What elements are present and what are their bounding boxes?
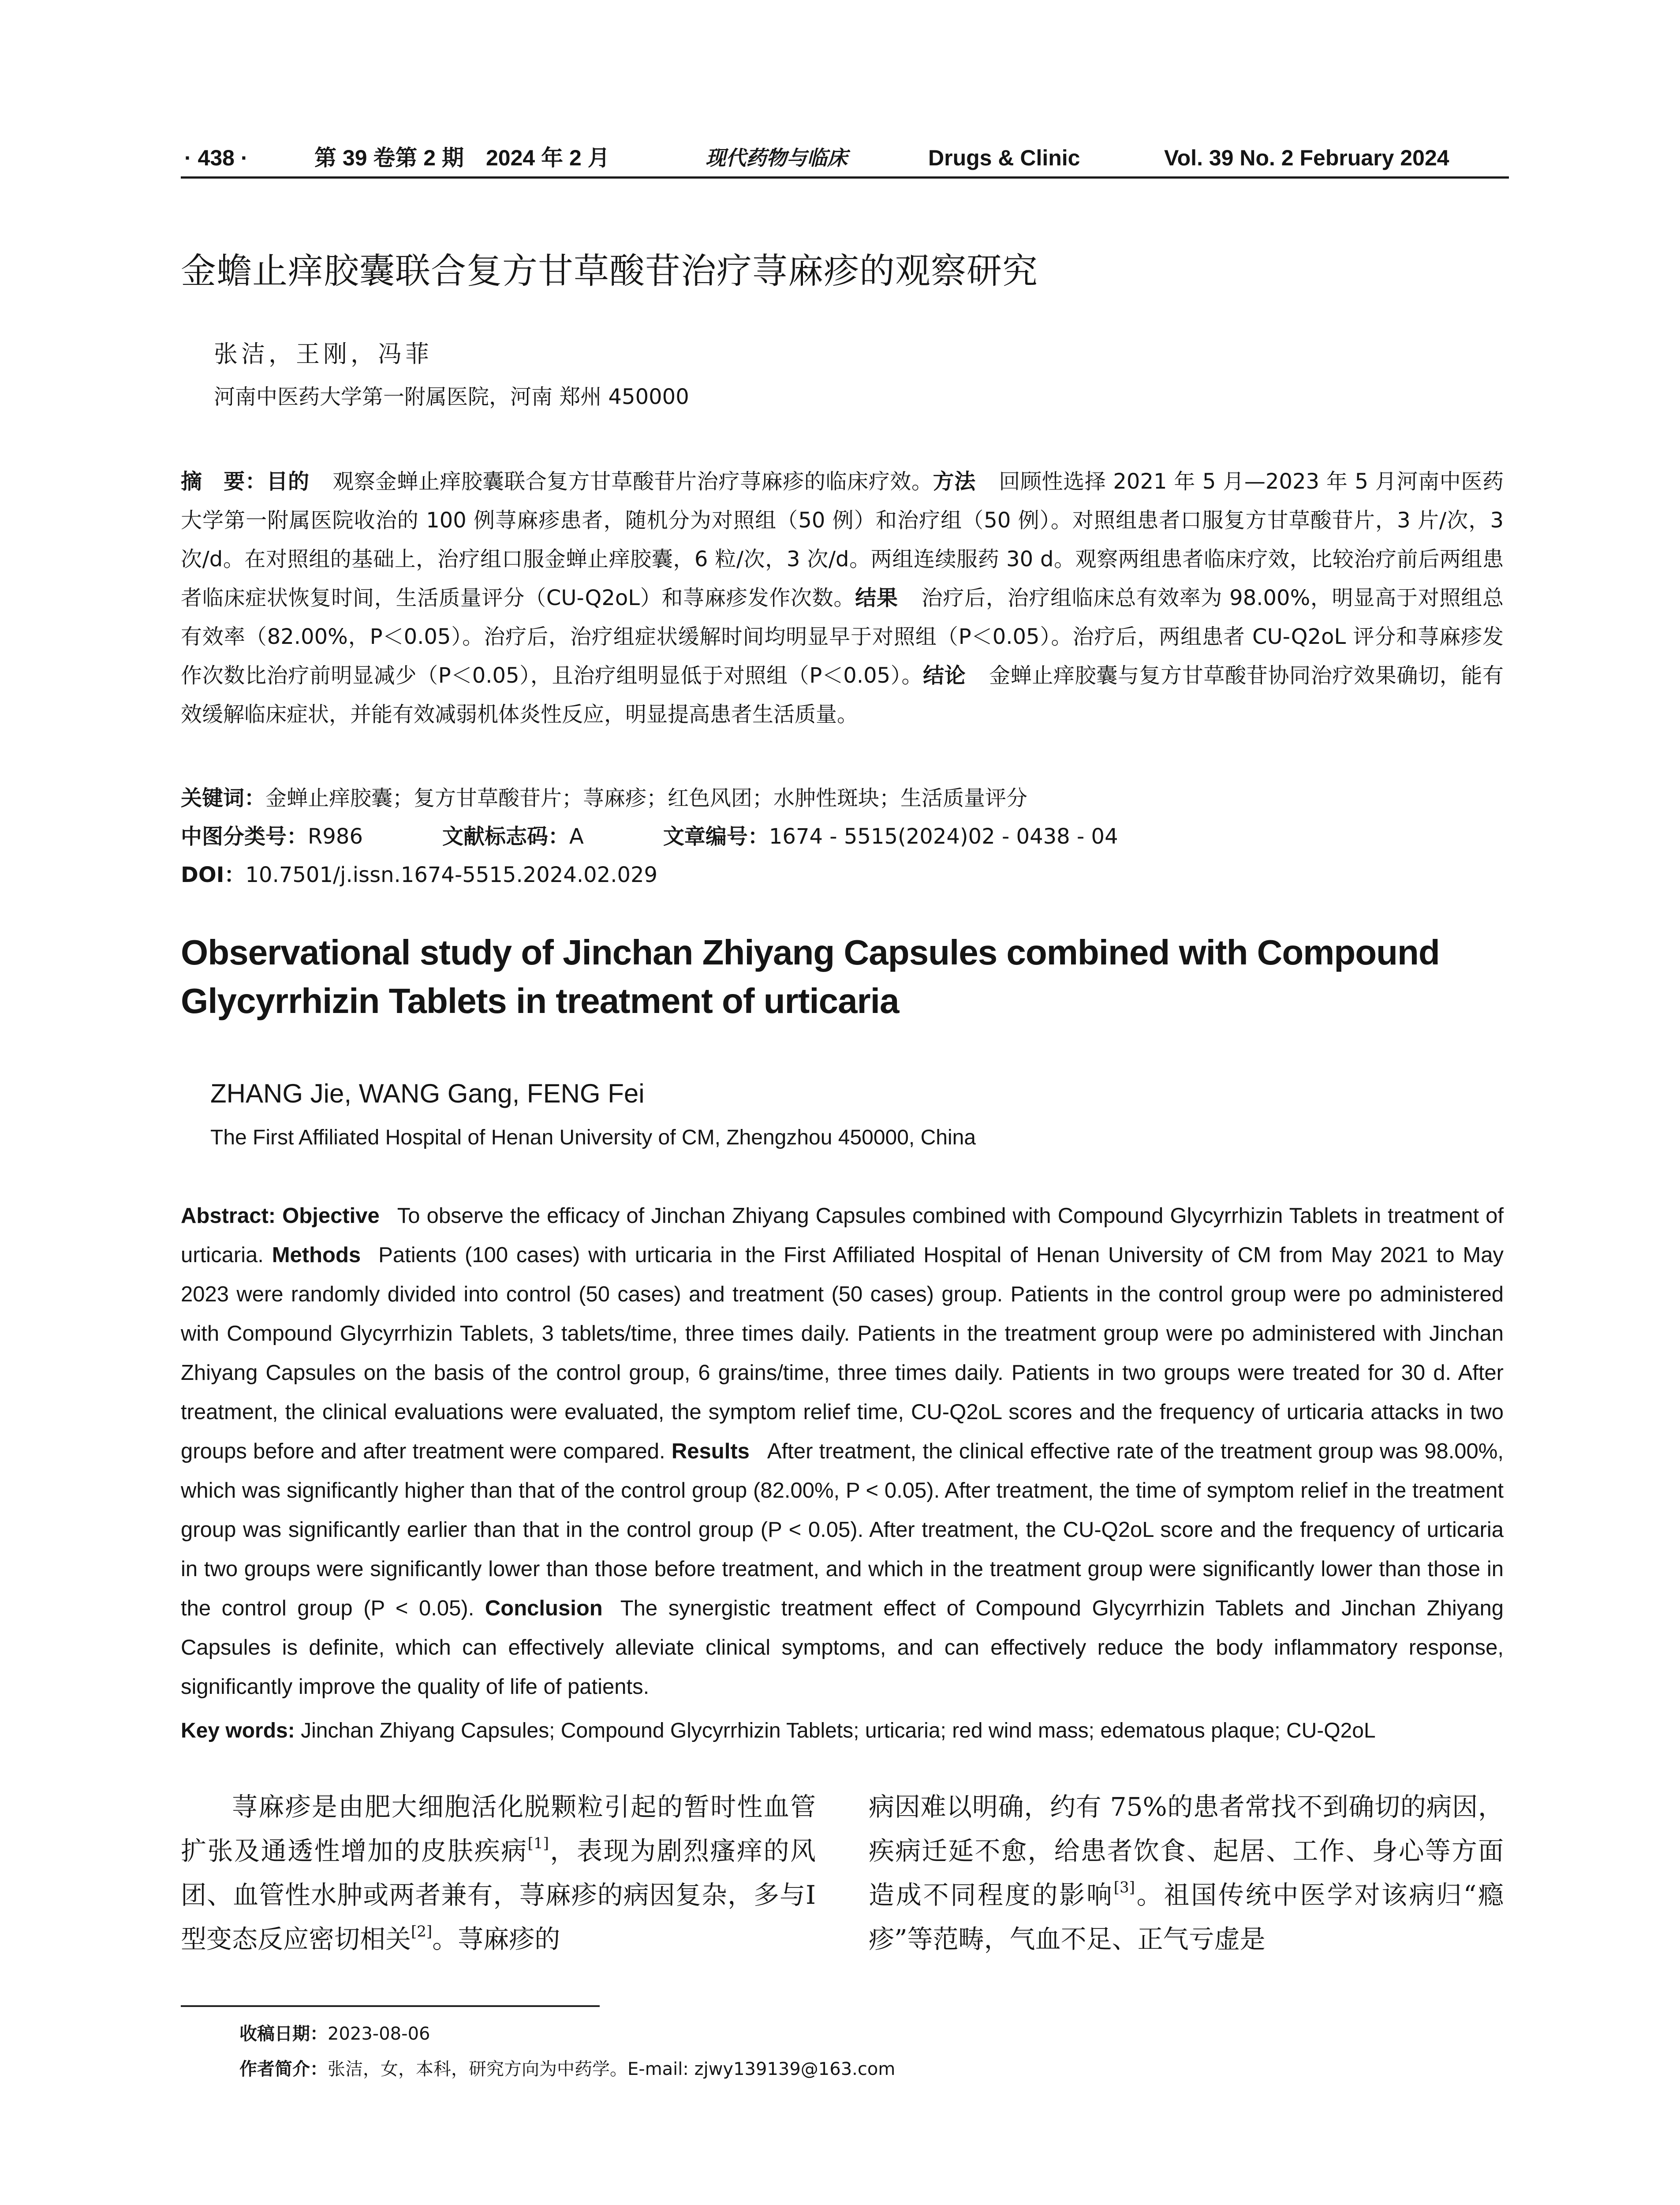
author-bio-label: 作者简介： <box>239 2059 328 2079</box>
methods-en-text: Patients (100 cases) with urticaria in the First Affiliated Hospital of Henan University of CM from May 2021 to May 2023 were randomly divided into control (50 cases) and treatment (50 cases) group. Patients in the control group were po administered with Compound Glycyrrhizin Tablets, 3 tablets/time, three times daily. Patients in the treatment group were po administered with Jinchan Zhiyang Capsules on the basis of the control group, 6 grains/time, three times daily. Patients in two groups were treated for 30 d. After treatment, the clinical evaluations were evaluated, the symptom relief time, CU-Q2oL scores and the frequency of urticaria attacks in two groups before and after treatment were compared. <box>181 1243 1504 1463</box>
abstract-en-label: Abstract: <box>181 1204 276 1228</box>
article-title-cn: 金蟾止痒胶囊联合复方甘草酸苷治疗荨麻疹的观察研究 <box>181 250 1038 292</box>
results-cn-text: 治疗后，治疗组临床总有效率为 98.00%，明显高于对照组总有效率（82.00%，P＜0.05）。治疗后，治疗组症状缓解时间均明显早于对照组（P＜0.05）。治疗后，两组患者 CU-Q2oL 评分和荨麻疹发作次数比治疗前明显减少（P＜0.05），且治疗组明显低于对照组（P＜0.05）。 <box>181 586 1504 688</box>
abstract-cn-label: 摘 要： <box>181 469 267 494</box>
header-issue-cn: 第 39 卷第 2 期 2024 年 2 月 <box>314 146 610 170</box>
results-en-text: After treatment, the clinical effective rate of the treatment group was 98.00%, which was significantly higher than that of the control group (82.00%, P < 0.05). After treatment, the time of symptom relief in the treatment group was significantly earlier than that in the control group (P < 0.05). After treatment, the CU-Q2oL score and the frequency of urticaria in two groups were significantly lower than those before treatment, and which in the treatment group were significantly lower than those in the control group (P < 0.05). <box>181 1439 1504 1620</box>
clc-value: R986 <box>308 824 363 849</box>
footnote-rule <box>181 2005 600 2007</box>
keywords-en-label: Key words: <box>181 1719 295 1742</box>
authors-en: ZHANG Jie, WANG Gang, FENG Fei <box>210 1079 645 1108</box>
classification-line <box>181 819 1118 854</box>
doc-code-value: A <box>569 824 584 849</box>
objective-en-label: Objective <box>282 1204 380 1228</box>
body-column-right <box>869 1785 1504 1961</box>
received-label: 收稿日期： <box>239 2024 328 2044</box>
methods-cn-label: 方法 <box>933 469 976 494</box>
received-date: 2023-08-06 <box>328 2024 430 2044</box>
body-right-text-2: 。祖国传统中医学对该病归“瘾疹”等范畴，气血不足、正气亏虚是 <box>869 1880 1504 1954</box>
article-no-value: 1674 - 5515(2024)02 - 0438 - 04 <box>769 824 1118 849</box>
objective-en-text: To observe the efficacy of Jinchan Zhiyang Capsules combined with Compound Glycyrrhizin Tablets in treatment of urticaria. <box>181 1204 1504 1267</box>
body-left-text-2: ，表现为剧烈瘙痒的风团、血管性水肿或两者兼有，荨麻疹的病因复杂，多与Ⅰ型变态反应密切相关 <box>181 1836 816 1954</box>
author-bio-text: 张洁，女，本科，研究方向为中药学。E-mail: zjwy139139@163.com <box>328 2059 896 2079</box>
article-title-en: Observational study of Jinchan Zhiyang Capsules combined with Compound Glycyrrhizin Tablets in treatment of urticaria <box>181 933 1440 1020</box>
conclusion-cn-text: 金蝉止痒胶囊与复方甘草酸苷协同治疗效果确切，能有效缓解临床症状，并能有效减弱机体炎性反应，明显提高患者生活质量。 <box>181 663 1504 727</box>
header-issue-en: Vol. 39 No. 2 February 2024 <box>1164 146 1449 170</box>
body-column-left <box>181 1785 816 1961</box>
header-journal-en: Drugs & Clinic <box>928 146 1080 170</box>
conclusion-cn-label: 结论 <box>923 663 966 688</box>
objective-cn-text: 观察金蝉止痒胶囊联合复方甘草酸苷片治疗荨麻疹的临床疗效。 <box>332 469 933 494</box>
doi-value: 10.7501/j.issn.1674-5515.2024.02.029 <box>245 863 658 887</box>
keywords-cn <box>181 781 1027 816</box>
header-rule <box>181 176 1509 179</box>
keywords-en <box>181 1713 1504 1749</box>
footnote-author <box>239 2055 895 2083</box>
body-left-text-3: 。荨麻疹的 <box>432 1924 560 1954</box>
conclusion-en-text: The synergistic treatment effect of Compound Glycyrrhizin Tablets and Jinchan Zhiyang Capsules is definite, which can effectively alleviate clinical symptoms, and can effectively reduce the body inflammatory response, significantly improve the quality of life of patients. <box>181 1596 1504 1699</box>
clc-label: 中图分类号： <box>181 824 308 849</box>
doi-line <box>181 857 657 893</box>
citation-ref-3[interactable]: [3] <box>1113 1879 1135 1896</box>
results-en-label: Results <box>671 1439 750 1463</box>
article-no-label: 文章编号： <box>663 824 769 849</box>
methods-cn-text: 回顾性选择 2021 年 5 月—2023 年 5 月河南中医药大学第一附属医院收治的 100 例荨麻疹患者，随机分为对照组（50 例）和治疗组（50 例）。对照组患者口服复方甘草酸苷片，3 片/次，3 次/d。在对照组的基础上，治疗组口服金蝉止痒胶囊，6 粒/次，3 次/d。两组连续服药 30 d。观察两组患者临床疗效，比较治疗前后两组患者临床症状恢复时间，生活质量评分（CU-Q2oL）和荨麻疹发作次数。 <box>181 469 1504 610</box>
footnote-received <box>239 2020 430 2048</box>
doi-label: DOI： <box>181 863 246 887</box>
methods-en-label: Methods <box>272 1243 361 1267</box>
abstract-cn <box>181 462 1504 734</box>
doc-code-label: 文献标志码： <box>442 824 569 849</box>
conclusion-en-label: Conclusion <box>485 1596 603 1620</box>
authors-cn: 张洁，王刚，冯菲 <box>214 340 433 368</box>
page-number: · 438 · <box>184 146 248 170</box>
body-right-text-1: 病因难以明确，约有 75%的患者常找不到确切的病因，疾病迁延不愈，给患者饮食、起居、工作、身心等方面造成不同程度的影响 <box>869 1792 1504 1910</box>
citation-ref-2[interactable]: [2] <box>411 1923 433 1940</box>
affiliation-en: The First Affiliated Hospital of Henan University of CM, Zhengzhou 450000, China <box>210 1126 976 1149</box>
body-left-text-1: 荨麻疹是由肥大细胞活化脱颗粒引起的暂时性血管扩张及通透性增加的皮肤疾病 <box>181 1792 816 1866</box>
results-cn-label: 结果 <box>855 586 898 610</box>
header-journal-cn: 现代药物与临床 <box>706 146 847 170</box>
keywords-cn-label: 关键词： <box>181 786 266 811</box>
keywords-cn-text: 金蝉止痒胶囊；复方甘草酸苷片；荨麻疹；红色风团；水肿性斑块；生活质量评分 <box>265 786 1028 811</box>
abstract-en <box>181 1196 1504 1707</box>
affiliation-cn: 河南中医药大学第一附属医院，河南 郑州 450000 <box>214 385 689 409</box>
objective-cn-label: 目的 <box>266 469 310 494</box>
citation-ref-1[interactable]: [1] <box>527 1835 549 1852</box>
keywords-en-text: Jinchan Zhiyang Capsules; Compound Glycyrrhizin Tablets; urticaria; red wind mass; edematous plaque; CU-Q2oL <box>301 1719 1376 1742</box>
